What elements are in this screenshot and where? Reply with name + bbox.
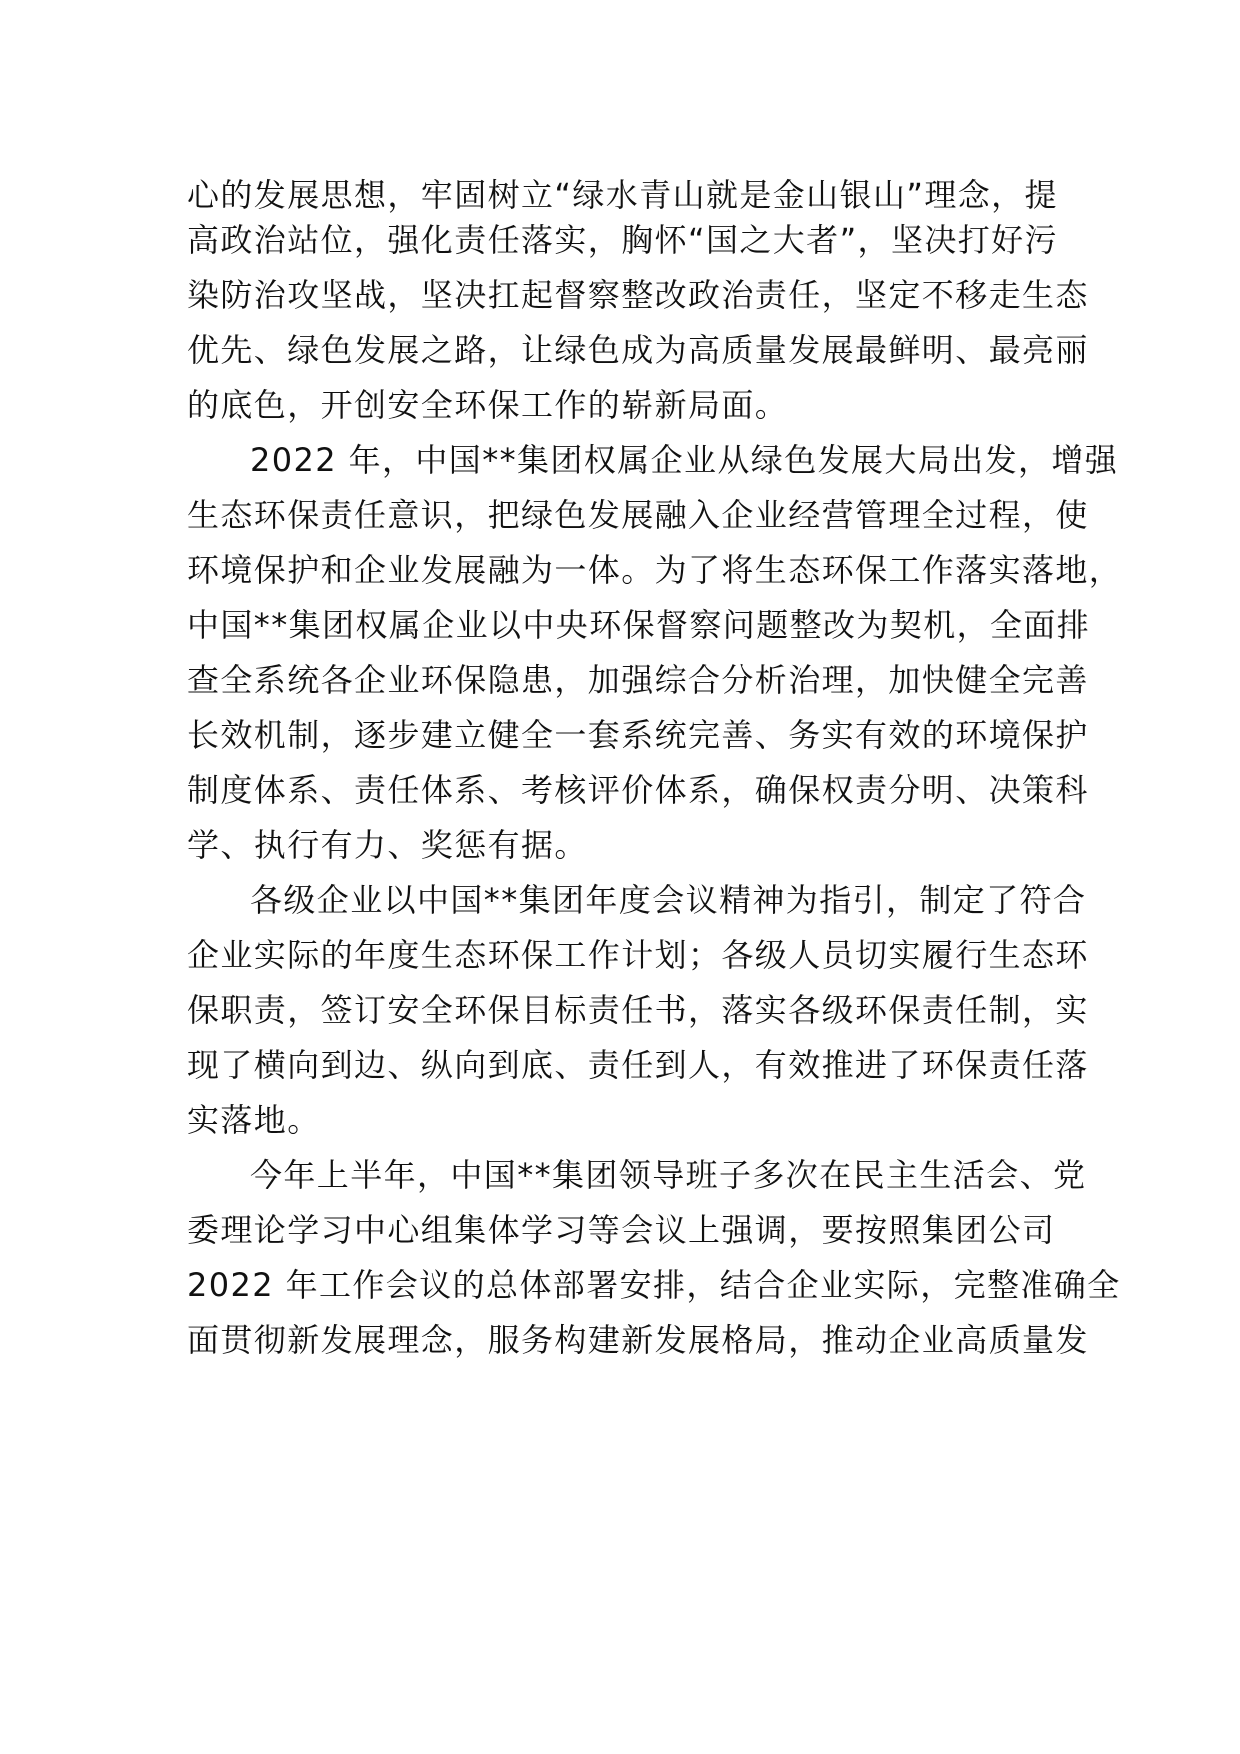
paragraph-first-line: 今年上半年，中国**集团领导班子多次在民主生活会、党: [250, 1156, 1087, 1194]
text-line: 优先、绿色发展之路，让绿色成为高质量发展最鲜明、最亮丽: [187, 331, 1089, 369]
paragraph-first-line: 各级企业以中国**集团年度会议精神为指引，制定了符合: [250, 881, 1087, 919]
text-line: 2022 年工作会议的总体部署安排，结合企业实际，完整准确全: [187, 1266, 1121, 1304]
paragraph-first-line: 2022 年，中国**集团权属企业从绿色发展大局出发，增强: [250, 441, 1119, 479]
text-line: 制度体系、责任体系、考核评价体系，确保权责分明、决策科: [187, 771, 1089, 809]
text-line: 企业实际的年度生态环保工作计划；各级人员切实履行生态环: [187, 936, 1089, 974]
text-line: 委理论学习中心组集体学习等会议上强调，要按照集团公司: [187, 1211, 1056, 1249]
text-line: 查全系统各企业环保隐患，加强综合分析治理，加快健全完善: [187, 661, 1089, 699]
text-line: 高政治站位，强化责任落实，胸怀“国之大者”，坚决打好污: [187, 221, 1058, 259]
text-line: 保职责，签订安全环保目标责任书，落实各级环保责任制，实: [187, 991, 1089, 1029]
text-line: 中国**集团权属企业以中央环保督察问题整改为契机，全面排: [187, 606, 1091, 644]
text-line: 面贯彻新发展理念，服务构建新发展格局，推动企业高质量发: [187, 1321, 1089, 1359]
text-line: 的底色，开创安全环保工作的崭新局面。: [187, 386, 789, 424]
text-line: 现了横向到边、纵向到底、责任到人，有效推进了环保责任落: [187, 1046, 1089, 1084]
text-line: 长效机制，逐步建立健全一套系统完善、务实有效的环境保护: [187, 716, 1089, 754]
text-line: 生态环保责任意识，把绿色发展融入企业经营管理全过程，使: [187, 496, 1089, 534]
text-line: 实落地。: [187, 1101, 321, 1139]
text-line: 心的发展思想，牢固树立“绿水青山就是金山银山”理念，提: [187, 176, 1058, 214]
text-line: 学、执行有力、奖惩有据。: [187, 826, 588, 864]
text-line: 染防治攻坚战，坚决扛起督察整改政治责任，坚定不移走生态: [187, 276, 1089, 314]
text-line: 环境保护和企业发展融为一体。为了将生态环保工作落实落地，: [187, 551, 1123, 589]
